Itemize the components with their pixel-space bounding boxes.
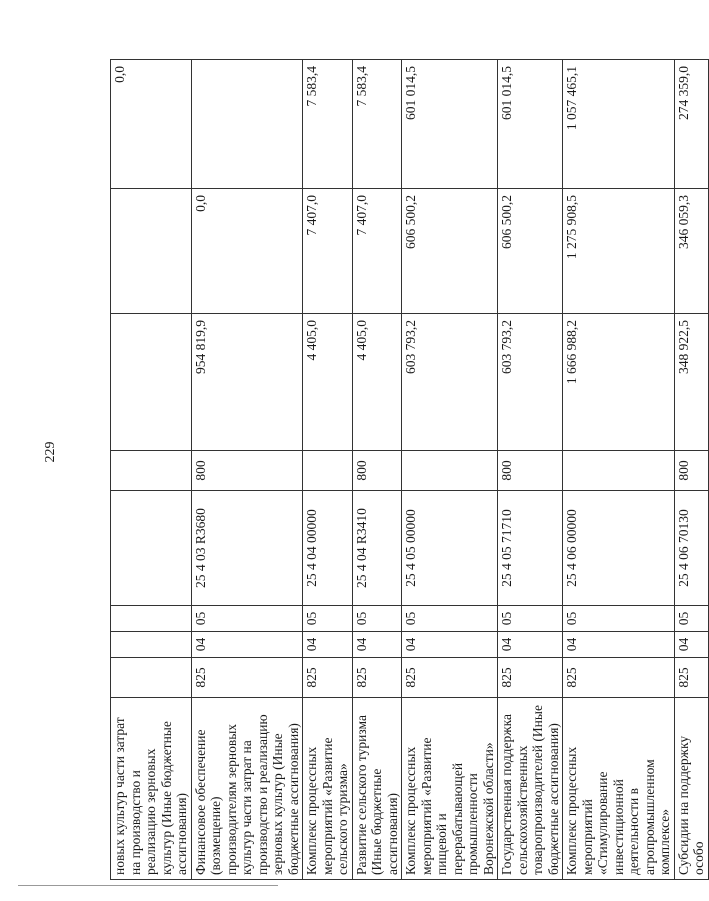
sum-year-3: 1 057 465,1 — [563, 60, 675, 189]
sum-year-1: 954 819,9 — [191, 314, 303, 451]
row-name: Комплекс процессных мероприятий «Развитие пищевой и перерабатывающей промышленности Воронежской области» — [402, 698, 498, 880]
target-article-code: 25 4 06 70130 — [674, 491, 708, 606]
section-code: 04 — [303, 632, 353, 658]
section-code: 04 — [352, 632, 402, 658]
section-code: 04 — [563, 632, 675, 658]
budget-table — [110, 59, 709, 880]
sum-year-1: 4 405,0 — [352, 314, 402, 451]
target-article-code: 25 4 06 00000 — [563, 491, 675, 606]
grbs-code: 825 — [402, 658, 498, 698]
table-row — [402, 60, 498, 880]
page-bottom-rule — [18, 885, 278, 886]
row-name: Субсидии на поддержку особо — [674, 698, 708, 880]
section-code: 04 — [402, 632, 498, 658]
grbs-code — [111, 658, 192, 698]
section-code: 04 — [498, 632, 563, 658]
subsection-code: 05 — [303, 606, 353, 632]
table-row — [352, 60, 402, 880]
sum-year-3: 7 583,4 — [303, 60, 353, 189]
sum-year-2: 7 407,0 — [352, 189, 402, 314]
sum-year-3: 601 014,5 — [402, 60, 498, 189]
subsection-code: 05 — [402, 606, 498, 632]
expense-type-code — [303, 451, 353, 491]
subsection-code — [111, 606, 192, 632]
budget-table-container — [110, 60, 706, 880]
section-code — [111, 632, 192, 658]
table-row — [303, 60, 353, 880]
sum-year-1: 348 922,5 — [674, 314, 708, 451]
target-article-code: 25 4 03 R3680 — [191, 491, 303, 606]
row-name: Финансовое обеспечение (возмещение) производителям зерновых культур части затрат на производство и реализацию зерновых культур (Иные бюджетные ассигнования) — [191, 698, 303, 880]
target-article-code — [111, 491, 192, 606]
expense-type-code — [402, 451, 498, 491]
subsection-code: 05 — [352, 606, 402, 632]
table-row — [674, 60, 708, 880]
expense-type-code: 800 — [498, 451, 563, 491]
row-name: Государственная поддержка сельскохозяйственных товаропроизводителей (Иные бюджетные ассигнования) — [498, 698, 563, 880]
expense-type-code: 800 — [352, 451, 402, 491]
sum-year-2: 606 500,2 — [498, 189, 563, 314]
table-row — [111, 60, 192, 880]
target-article-code: 25 4 05 71710 — [498, 491, 563, 606]
sum-year-3: 0,0 — [111, 60, 192, 189]
subsection-code: 05 — [191, 606, 303, 632]
grbs-code: 825 — [563, 658, 675, 698]
grbs-code: 825 — [352, 658, 402, 698]
sum-year-2: 346 059,3 — [674, 189, 708, 314]
grbs-code: 825 — [191, 658, 303, 698]
target-article-code: 25 4 04 00000 — [303, 491, 353, 606]
expense-type-code: 800 — [674, 451, 708, 491]
sum-year-2: 606 500,2 — [402, 189, 498, 314]
row-name: новых культур части затрат на производство и реализацию зерновых культур (Иные бюджетные ассигнования) — [111, 698, 192, 880]
sum-year-3 — [191, 60, 303, 189]
sum-year-1: 603 793,2 — [498, 314, 563, 451]
section-code: 04 — [191, 632, 303, 658]
table-row — [563, 60, 675, 880]
sum-year-1: 4 405,0 — [303, 314, 353, 451]
target-article-code: 25 4 05 00000 — [402, 491, 498, 606]
subsection-code: 05 — [674, 606, 708, 632]
sum-year-1 — [111, 314, 192, 451]
row-name: Комплекс процессных мероприятий «Развитие сельского туризма» — [303, 698, 353, 880]
grbs-code: 825 — [674, 658, 708, 698]
sum-year-3: 601 014,5 — [498, 60, 563, 189]
page-number: 229 — [43, 441, 58, 463]
grbs-code: 825 — [498, 658, 563, 698]
sum-year-2: 7 407,0 — [303, 189, 353, 314]
sum-year-1: 603 793,2 — [402, 314, 498, 451]
table-row — [191, 60, 303, 880]
subsection-code: 05 — [563, 606, 675, 632]
table-row — [498, 60, 563, 880]
grbs-code: 825 — [303, 658, 353, 698]
expense-type-code — [563, 451, 675, 491]
subsection-code: 05 — [498, 606, 563, 632]
row-name: Комплекс процессных мероприятий «Стимулирование инвестиционной деятельности в агропромышленном комплексе» — [563, 698, 675, 880]
sum-year-3: 274 359,0 — [674, 60, 708, 189]
sum-year-2: 0,0 — [191, 189, 303, 314]
expense-type-code: 800 — [191, 451, 303, 491]
sum-year-3: 7 583,4 — [352, 60, 402, 189]
expense-type-code — [111, 451, 192, 491]
target-article-code: 25 4 04 R3410 — [352, 491, 402, 606]
section-code: 04 — [674, 632, 708, 658]
sum-year-2: 1 275 908,5 — [563, 189, 675, 314]
sum-year-1: 1 666 988,2 — [563, 314, 675, 451]
sum-year-2 — [111, 189, 192, 314]
row-name: Развитие сельского туризма (Иные бюджетные ассигнования) — [352, 698, 402, 880]
